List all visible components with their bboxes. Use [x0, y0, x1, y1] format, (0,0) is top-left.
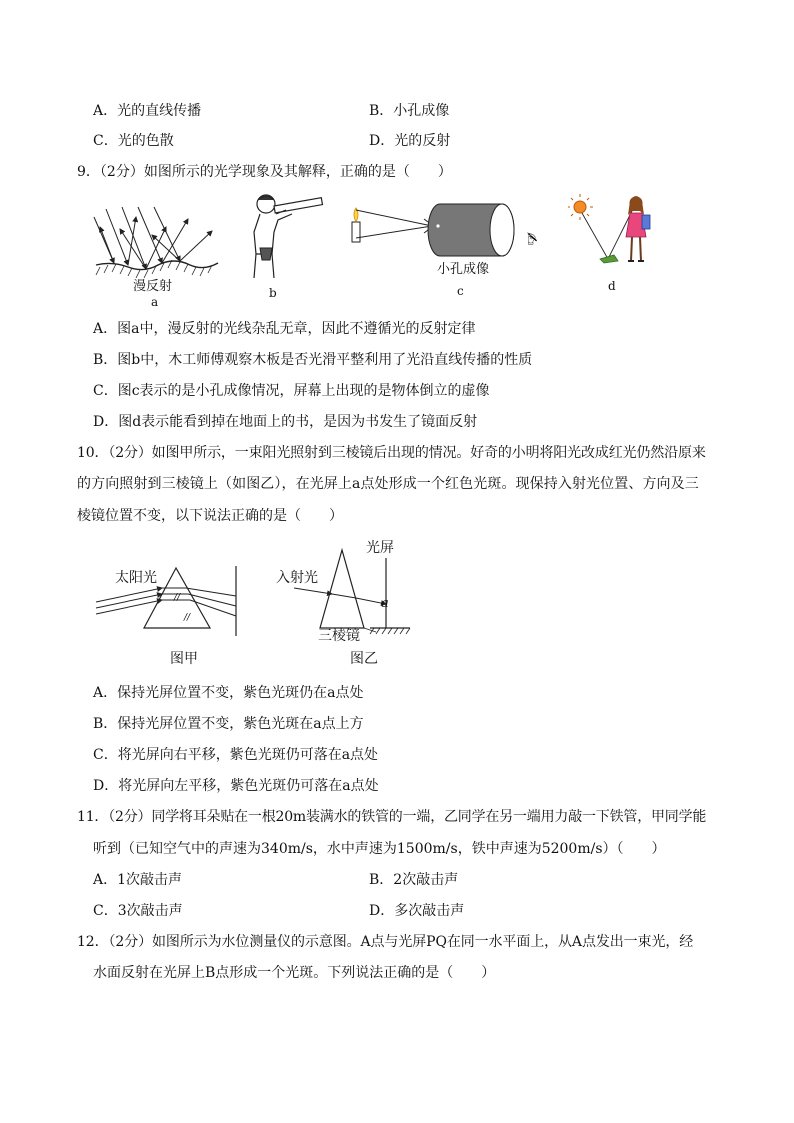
- q11-option-d: D．多次敲击声: [369, 903, 465, 919]
- q9-figure-b-carpenter: [246, 192, 326, 280]
- q10-figure-yi-prism-label: 三棱镜: [318, 628, 360, 644]
- q11-stem-line-1: 11．（2分）同学将耳朵贴在一根20m装满水的铁管的一端，乙同学在另一端用力敲一下铁管，甲同学能: [77, 809, 707, 825]
- q10-figure-yi-point-a: a: [381, 596, 389, 611]
- svg-text://: //: [184, 613, 191, 623]
- q8-option-d: D．光的反射: [369, 133, 451, 149]
- q10-figure-yi-prism-screen: [290, 540, 420, 640]
- q9-figure-c-pinhole: [348, 198, 548, 262]
- q10-figure-yi-incident-label: 入射光: [276, 570, 318, 586]
- q8-option-c: C．光的色散: [93, 133, 174, 149]
- q9-option-a: A．图a中，漫反射的光线杂乱无章，因此不遵循光的反射定律: [93, 321, 476, 337]
- q9-figure-c-letter: c: [457, 284, 464, 298]
- q9-figure-a-diffuse-reflection: [92, 205, 222, 280]
- q10-stem-line-2: 的方向照射到三棱镜上（如图乙），在光屏上a点处形成一个红色光斑。现保持入射光位置、方向及三: [77, 476, 699, 492]
- q9-figure-a-label: 漫反射: [133, 279, 173, 294]
- q10-figure-jia-prism: [90, 560, 250, 640]
- q8-option-b: B．小孔成像: [369, 103, 450, 119]
- q9-option-c: C．图c表示的是小孔成像情况，屏幕上出现的是物体倒立的虚像: [93, 383, 490, 399]
- q9-figure-d-letter: d: [608, 279, 616, 293]
- q9-figure-d-girl-book: [568, 193, 668, 271]
- q10-option-a: A．保持光屏位置不变，紫色光斑仍在a点处: [93, 685, 364, 701]
- q10-figure-yi-screen-label: 光屏: [366, 540, 394, 556]
- q11-option-a: A．1次敲击声: [93, 872, 183, 888]
- q10-figure-jia-sun-label: 太阳光: [115, 570, 157, 586]
- q8-option-a: A．光的直线传播: [93, 103, 202, 119]
- q9-figure-a-letter: a: [151, 295, 159, 309]
- q10-option-d: D．将光屏向左平移，紫色光斑仍可落在a点处: [93, 778, 379, 794]
- q9-option-d: D．图d表示能看到掉在地面上的书，是因为书发生了镜面反射: [93, 414, 478, 430]
- svg-text://: //: [174, 593, 181, 603]
- q10-figure-jia-caption: 图甲: [170, 651, 198, 667]
- svg-text:✍: ✍: [522, 232, 541, 246]
- q9-stem: 9．（2分）如图所示的光学现象及其解释，正确的是（ ）: [77, 164, 452, 180]
- q9-option-b: B．图b中，木工师傅观察木板是否光滑平整利用了光沿直线传播的性质: [93, 352, 533, 368]
- q11-stem-line-2: 听到（已知空气中的声速为340m/s，水中声速为1500m/s，铁中声速为5200m/s）（ ）: [93, 841, 666, 857]
- q10-stem-line-1: 10．（2分）如图甲所示，一束阳光照射到三棱镜后出现的情况。好奇的小明将阳光改成红光仍然沿原来: [77, 445, 706, 461]
- q12-stem-line-2: 水面反射在光屏上B点形成一个光斑。下列说法正确的是（ ）: [93, 965, 496, 981]
- q10-option-b: B．保持光屏位置不变，紫色光斑在a点上方: [93, 716, 364, 732]
- q12-stem-line-1: 12．（2分）如图所示为水位测量仪的示意图。A点与光屏PQ在同一水平面上，从A点发出一束光，经: [77, 934, 694, 950]
- q9-figure-b-letter: b: [269, 286, 277, 300]
- q9-figure-c-label: 小孔成像: [437, 262, 490, 277]
- q10-option-c: C．将光屏向右平移，紫色光斑仍可落在a点处: [93, 747, 379, 763]
- q10-figure-yi-caption: 图乙: [350, 651, 378, 667]
- q10-stem-line-3: 棱镜位置不变，以下说法正确的是（ ）: [77, 508, 343, 524]
- q11-option-b: B．2次敲击声: [369, 872, 459, 888]
- q11-option-c: C．3次敲击声: [93, 903, 183, 919]
